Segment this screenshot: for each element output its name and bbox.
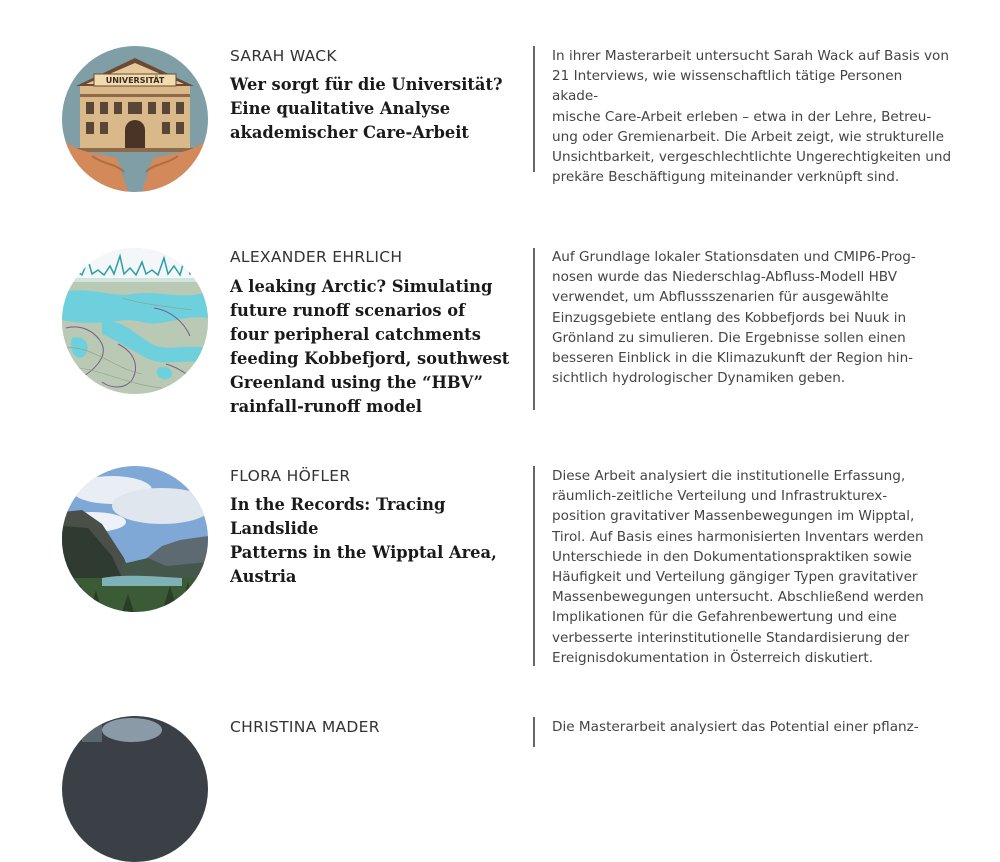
catchment-map-illustration bbox=[62, 248, 208, 394]
thesis-title: Wer sorgt für die Universität? Eine qualitative Analyse akademischer Care-Arbeit bbox=[230, 75, 503, 142]
author-name: SARAH WACK bbox=[230, 47, 337, 65]
valley-landscape-illustration bbox=[62, 466, 208, 612]
divider-line bbox=[533, 717, 535, 747]
christina-mader-image bbox=[62, 716, 208, 862]
university-sign-text: UNIVERSITÄT bbox=[105, 76, 165, 85]
greenland-map-image bbox=[62, 248, 208, 394]
thesis-title: In the Records: Tracing Landslide Patterns in the Wipptal Area, Austria bbox=[230, 495, 497, 586]
thesis-description: Die Masterarbeit analysiert das Potential einer pflanz- bbox=[552, 719, 919, 735]
university-care-image bbox=[62, 46, 208, 192]
university-building-illustration bbox=[62, 46, 208, 192]
author-name: FLORA HÖFLER bbox=[230, 467, 351, 485]
thesis-title: A leaking Arctic? Simulating future runoff scenarios of four peripheral catchments feeding Kobbefjord, southwest Greenland using the “HBV” rainfall-runoff model bbox=[230, 277, 510, 416]
thesis-description: Auf Grundlage lokaler Stationsdaten und CMIP6-Prog- nosen wurde das Niederschlag-Abfluss-Modell HBV verwendet, um Abflussszenarien für ausgewählte Einzugsgebiete entlang des Kobbefjords bei Nuuk in Grönland zu simulieren. Die Ergebnisse sollen einen besseren Einblick in die Klimazukunft der Region hin- sichtlich hydrologischer Dynamiken geben. bbox=[552, 249, 916, 387]
thesis-description: In ihrer Masterarbeit untersucht Sarah Wack auf Basis von 21 Interviews, wie wissenschaftlich tätige Personen akade- mische Care-Arbeit erleben – etwa in der Lehre, Betreu- ung oder Gremienarbeit. Die Arbeit zeigt, wie strukturelle Unsichtbarkeit, vergeschlechtlichte Ungerechtigkeiten und prekäre Beschäftigung miteinander verknüpft sind. bbox=[552, 48, 952, 186]
thesis-description: Diese Arbeit analysiert die institutionelle Erfassung, räumlich-zeitliche Verteilung und Infrastrukturex- position gravitativer Massenbewegungen im Wipptal, Tirol. Auf Basis eines harmonisierten Inventars werden Unterschiede in den Dokumentationspraktiken sowie Häufigkeit und Verteilung gängiger Typen gravitativer Massenbewegungen untersucht. Abschließend werden Implikationen für die Gefahrenbewertung und eine verbesserte interinstitutionelle Standardisierung der Ereignisdokumentation in Österreich diskutiert. bbox=[552, 468, 924, 666]
divider-line bbox=[533, 248, 535, 410]
thesis-photo-illustration bbox=[62, 716, 208, 862]
wipptal-photo-image bbox=[62, 466, 208, 612]
author-name: ALEXANDER EHRLICH bbox=[230, 248, 403, 266]
author-name: CHRISTINA MADER bbox=[230, 718, 380, 736]
divider-line bbox=[533, 466, 535, 666]
divider-line bbox=[533, 46, 535, 172]
